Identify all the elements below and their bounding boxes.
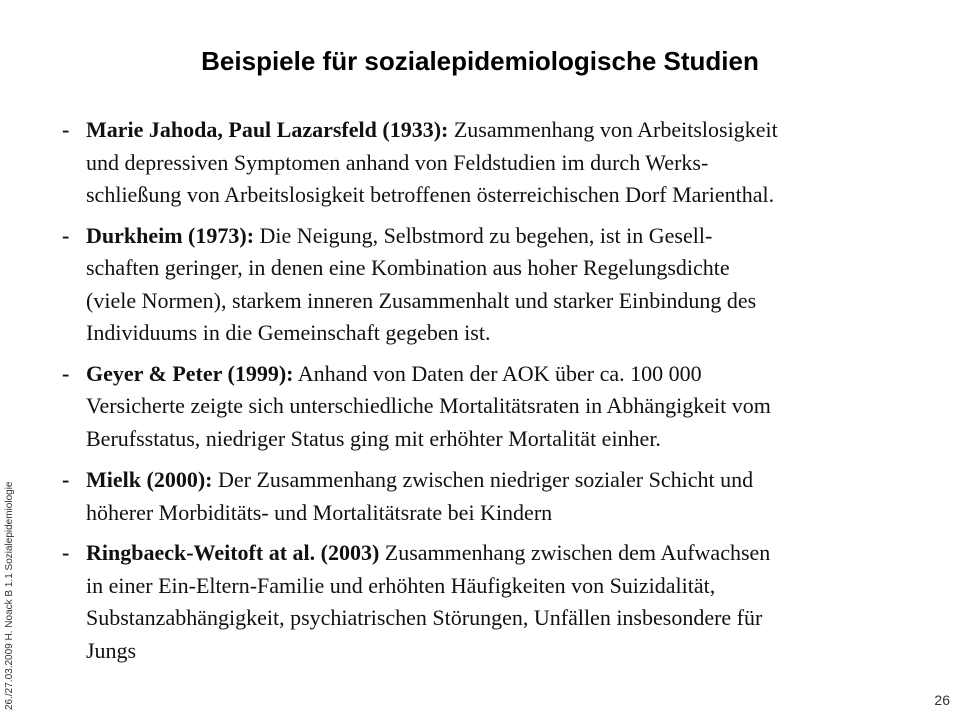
study-line: in einer Ein-Eltern-Familie und erhöhten Häufigkeiten von Suizidalität, xyxy=(86,572,716,598)
page-number: 26 xyxy=(934,692,950,708)
study-author: Ringbaeck-Weitoft at al. (2003) xyxy=(86,540,380,565)
study-item-durkheim xyxy=(62,220,892,350)
study-line: Individuums in die Gemeinschaft gegeben ist. xyxy=(86,320,491,345)
study-description: Der Zusammenhang zwischen niedriger sozialer Schicht und xyxy=(212,467,754,492)
study-item-geyer-peter xyxy=(62,358,892,456)
study-author: Durkheim (1973): xyxy=(86,222,255,248)
bullet-dash: - xyxy=(62,117,70,142)
study-text xyxy=(86,537,892,667)
study-line xyxy=(86,464,892,497)
study-description: Zusammenhang zwischen dem Aufwachsen xyxy=(379,540,771,565)
study-item-ringbaeck-weitoft xyxy=(62,537,892,667)
study-line: Berufsstatus, niedriger Status ging mit erhöhter Mortalität einher. xyxy=(86,425,661,451)
study-text xyxy=(86,358,892,456)
study-item-jahoda-lazarsfeld xyxy=(62,114,892,212)
studies-list xyxy=(62,114,892,675)
study-line xyxy=(86,358,892,391)
study-description: Anhand von Daten der AOK über ca. 100 000 xyxy=(293,360,702,386)
study-description: Zusammenhang von Arbeitslosigkeit xyxy=(448,117,778,142)
study-author: Marie Jahoda, Paul Lazarsfeld (1933): xyxy=(86,117,449,142)
slide-title: Beispiele für sozialepidemiologische Studien xyxy=(201,46,759,76)
study-item-mielk xyxy=(62,464,892,529)
study-line: höherer Morbiditäts- und Mortalitätsrate bei Kindern xyxy=(86,499,553,525)
study-text xyxy=(86,114,892,212)
study-line: Substanzabhängigkeit, psychiatrischen Störungen, Unfällen insbesondere für xyxy=(86,605,763,630)
study-author: Geyer & Peter (1999): xyxy=(86,360,294,386)
study-line: Versicherte zeigte sich unterschiedliche Mortalitätsraten in Abhängigkeit vom xyxy=(86,393,771,418)
study-line: schaften geringer, in denen eine Kombination aus hoher Regelungsdichte xyxy=(86,255,730,280)
study-line: (viele Normen), starkem inneren Zusammenhalt und starker Einbindung des xyxy=(86,287,757,313)
side-footer-label: 26./27.03.2009 H. Noack B 1.1 Sozialepidemiologie xyxy=(4,481,15,710)
study-line: und depressiven Symptomen anhand von Feldstudien im durch Werks- xyxy=(86,149,709,175)
study-line: Jungs xyxy=(86,637,137,663)
study-author: Mielk (2000): xyxy=(86,467,213,492)
bullet-dash: - xyxy=(62,360,70,386)
study-description: Die Neigung, Selbstmord zu begehen, ist in Gesell- xyxy=(254,222,713,248)
study-text xyxy=(86,464,892,529)
bullet-dash: - xyxy=(62,540,70,565)
bullet-dash: - xyxy=(62,222,70,248)
bullet-dash: - xyxy=(62,467,70,492)
study-line xyxy=(86,220,892,253)
study-line xyxy=(86,114,892,147)
study-line xyxy=(86,537,892,570)
study-text xyxy=(86,220,892,350)
study-line: schließung von Arbeitslosigkeit betroffenen österreichischen Dorf Marienthal. xyxy=(86,182,775,207)
